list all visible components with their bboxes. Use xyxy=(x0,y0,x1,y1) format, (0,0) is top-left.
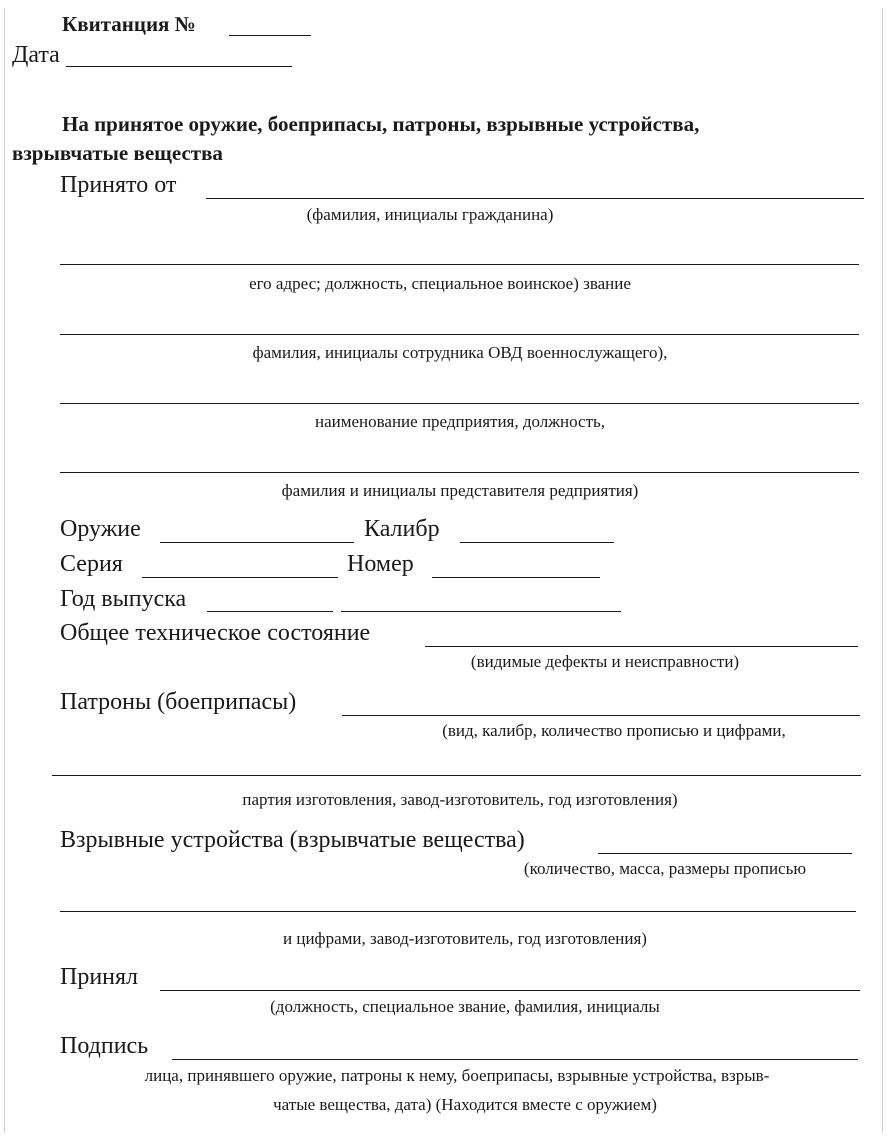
right-border xyxy=(882,8,883,1133)
caption-defects: (видимые дефекты и неисправности) xyxy=(470,652,740,671)
explosives-field[interactable] xyxy=(598,853,852,854)
caption-accepted: (должность, специальное звание, фамилия, инициалы xyxy=(270,997,660,1016)
caption-citizen: (фамилия, инициалы гражданина) xyxy=(306,205,554,224)
year-field[interactable] xyxy=(207,611,333,612)
weapon-label: Оружие xyxy=(60,516,141,542)
caption-explosives-2: и цифрами, завод-изготовитель, год изготовления) xyxy=(283,929,647,948)
officer-field[interactable] xyxy=(60,334,859,335)
number-field[interactable] xyxy=(432,577,600,578)
address-field[interactable] xyxy=(60,264,859,265)
year-label: Год выпуска xyxy=(60,586,187,612)
condition-field[interactable] xyxy=(425,646,858,647)
explosives-label: Взрывные устройства (взрывчатые вещества) xyxy=(60,827,525,853)
cartridges-extra-field[interactable] xyxy=(52,775,861,776)
accepted-label: Принял xyxy=(60,964,139,990)
condition-label: Общее техническое состояние xyxy=(60,620,371,646)
caption-signature-1: лица, принявшего оружие, патроны к нему, боеприпасы, взрывные устройства, взрыв- xyxy=(144,1066,770,1085)
caption-enterprise: наименование предприятия, должность, xyxy=(314,412,606,431)
caption-address: его адрес; должность, специальное воинское) звание xyxy=(249,274,631,293)
caption-cartridges-2: партия изготовления, завод-изготовитель, год изготовления) xyxy=(242,790,678,809)
caliber-field[interactable] xyxy=(460,542,614,543)
cartridges-field[interactable] xyxy=(342,715,860,716)
series-label: Серия xyxy=(60,551,123,577)
received-from-label: Принято от xyxy=(60,172,177,198)
caption-representative: фамилия и инициалы представителя редприятия) xyxy=(281,481,639,500)
number-label: Номер xyxy=(347,551,414,577)
weapon-field[interactable] xyxy=(160,542,354,543)
caption-explosives-1: (количество, масса, размеры прописью xyxy=(523,859,807,878)
caption-cartridges-1: (вид, калибр, количество прописью и цифрами, xyxy=(442,721,786,740)
heading-line-1: На принятое оружие, боеприпасы, патроны, взрывные устройства, xyxy=(62,112,700,136)
explosives-extra-field[interactable] xyxy=(60,911,856,912)
receipt-number-field[interactable] xyxy=(229,35,311,36)
heading-line-2: взрывчатые вещества xyxy=(12,141,223,165)
enterprise-field[interactable] xyxy=(60,403,859,404)
date-field[interactable] xyxy=(66,66,292,67)
signature-field[interactable] xyxy=(172,1059,858,1060)
series-field[interactable] xyxy=(142,577,338,578)
year-extra-field[interactable] xyxy=(341,611,621,612)
caption-signature-2: чатые вещества, дата) (Находится вместе с оружием) xyxy=(273,1095,657,1114)
received-from-field[interactable] xyxy=(206,198,864,199)
signature-label: Подпись xyxy=(60,1033,149,1059)
receipt-title: Квитанция № xyxy=(62,12,196,36)
date-label: Дата xyxy=(12,42,60,68)
left-border xyxy=(4,8,5,1133)
representative-field[interactable] xyxy=(60,472,859,473)
cartridges-label: Патроны (боеприпасы) xyxy=(60,689,297,715)
caliber-label: Калибр xyxy=(364,516,440,542)
accepted-field[interactable] xyxy=(160,990,860,991)
caption-officer: фамилия, инициалы сотрудника ОВД военнослужащего), xyxy=(252,343,668,362)
